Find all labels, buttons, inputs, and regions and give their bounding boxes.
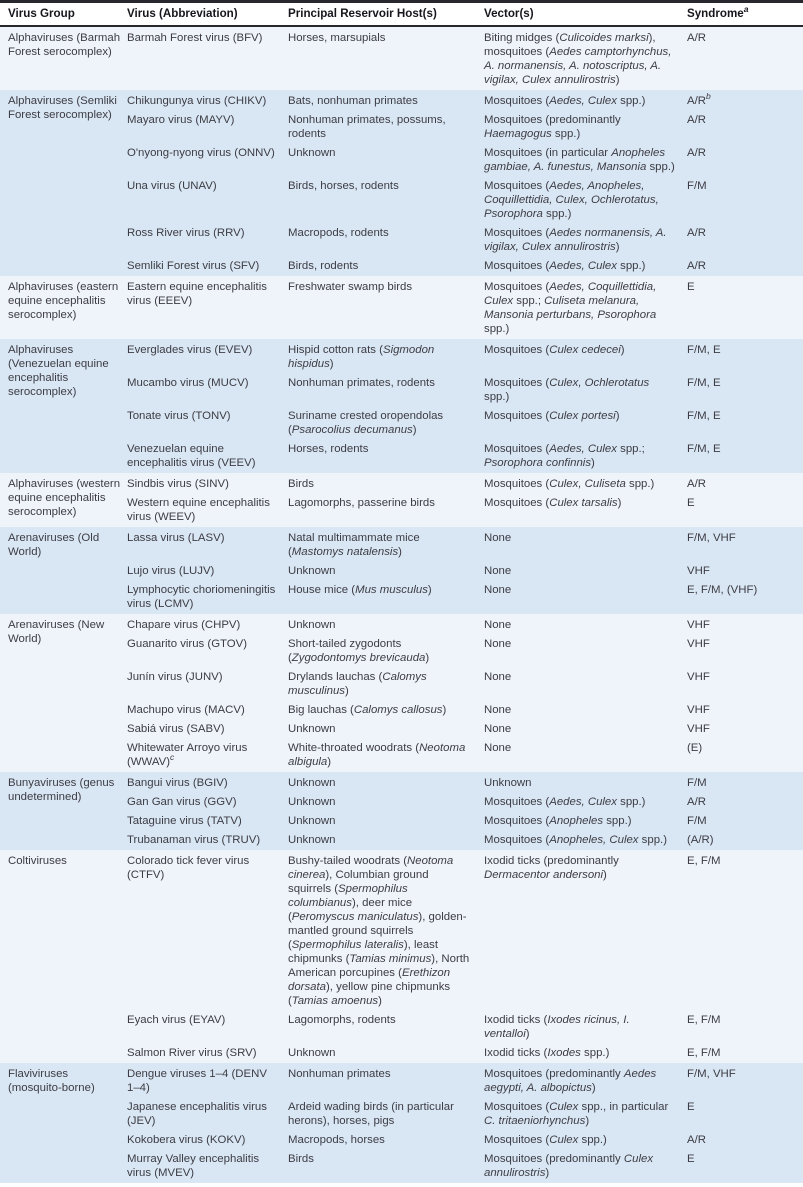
vector-cell: Mosquitoes (predominantly Haemagogus spp.) [484,111,687,144]
virus-name-cell: Eyach virus (EYAV) [127,1011,288,1044]
vector-cell: Mosquitoes (Aedes, Culex spp.) [484,257,687,276]
vector-cell: Mosquitoes (Anopheles spp.) [484,812,687,831]
vector-cell: None [484,562,687,581]
virus-table [0,3,803,1183]
reservoir-host-cell: Birds [288,1150,484,1183]
virus-name-cell: O'nyong-nyong virus (ONNV) [127,144,288,177]
table-row [0,473,803,494]
reservoir-host-cell: Nonhuman primates, rodents [288,374,484,407]
virus-name-cell: Ross River virus (RRV) [127,224,288,257]
syndrome-cell: E, F/M [687,1011,803,1044]
virus-name-cell: Dengue viruses 1–4 (DENV 1–4) [127,1063,288,1098]
syndrome-cell: F/M [687,812,803,831]
virus-name-cell: Japanese encephalitis virus (JEV) [127,1098,288,1131]
reservoir-host-cell: Horses, rodents [288,440,484,473]
virus-group-cell: Alphaviruses (Semliki Forest serocomplex) [0,90,127,276]
virus-name-cell: Mucambo virus (MUCV) [127,374,288,407]
reservoir-host-cell: Natal multimammate mice (Mastomys natalensis) [288,527,484,562]
syndrome-cell: F/M, VHF [687,527,803,562]
vector-cell: Mosquitoes (Aedes, Anopheles, Coquillettidia, Culex, Ochlerotatus, Psorophora spp.) [484,177,687,224]
virus-group-cell: Alphaviruses (Barmah Forest serocomplex) [0,26,127,90]
reservoir-host-cell: Birds, rodents [288,257,484,276]
table-row [0,527,803,562]
syndrome-cell: F/M, E [687,374,803,407]
syndrome-cell: F/M, E [687,407,803,440]
reservoir-host-cell: Horses, marsupials [288,26,484,90]
syndrome-cell: VHF [687,668,803,701]
reservoir-host-cell: Unknown [288,793,484,812]
column-header-vector-s: Vector(s) [484,3,687,26]
table-body [0,26,803,1183]
reservoir-host-cell: Unknown [288,812,484,831]
table-row [0,1063,803,1098]
table-row [0,772,803,793]
virus-group-cell: Flaviviruses (mosquito-borne) [0,1063,127,1183]
syndrome-cell: E, F/M, (VHF) [687,581,803,614]
reservoir-host-cell: Ardeid wading birds (in particular herons), horses, pigs [288,1098,484,1131]
vector-cell: None [484,701,687,720]
syndrome-cell: F/M [687,177,803,224]
vector-cell: None [484,635,687,668]
virus-name-cell: Salmon River virus (SRV) [127,1044,288,1063]
table-row [0,276,803,339]
vector-cell: None [484,739,687,772]
table-header [0,3,803,26]
syndrome-cell: VHF [687,562,803,581]
syndrome-cell: F/M [687,772,803,793]
reservoir-host-cell: Big lauchas (Calomys callosus) [288,701,484,720]
reservoir-host-cell: White-throated woodrats (Neotoma albigula) [288,739,484,772]
virus-name-cell: Lujo virus (LUJV) [127,562,288,581]
syndrome-cell: VHF [687,635,803,668]
vector-cell: Mosquitoes (Aedes normanensis, A. vigilax, Culex annulirostris) [484,224,687,257]
page-bottom-strip [0,1183,803,1187]
vector-cell: Mosquitoes (Aedes, Coquillettidia, Culex spp.; Culiseta melanura, Mansonia perturbans, Psorophora spp.) [484,276,687,339]
reservoir-host-cell: Freshwater swamp birds [288,276,484,339]
virus-name-cell: Mayaro virus (MAYV) [127,111,288,144]
syndrome-cell: VHF [687,701,803,720]
vector-cell: Unknown [484,772,687,793]
virus-group-cell: Arenaviruses (Old World) [0,527,127,614]
virus-name-cell: Western equine encephalitis virus (WEEV) [127,494,288,527]
vector-cell: Mosquitoes (Aedes, Culex spp.; Psorophora confinnis) [484,440,687,473]
header-row [0,3,803,26]
vector-cell: None [484,668,687,701]
reservoir-host-cell: Birds [288,473,484,494]
syndrome-cell: E, F/M [687,1044,803,1063]
vector-cell: None [484,614,687,635]
syndrome-cell: E [687,1150,803,1183]
reservoir-host-cell: Lagomorphs, passerine birds [288,494,484,527]
virus-name-cell: Murray Valley encephalitis virus (MVEV) [127,1150,288,1183]
column-header-principal-reservoir-host-s: Principal Reservoir Host(s) [288,3,484,26]
virus-name-cell: Gan Gan virus (GGV) [127,793,288,812]
reservoir-host-cell: Lagomorphs, rodents [288,1011,484,1044]
vector-cell: Mosquitoes (Culex spp.) [484,1131,687,1150]
vector-cell: None [484,581,687,614]
vector-cell: Ixodid ticks (Ixodes ricinus, I. ventalloi) [484,1011,687,1044]
vector-cell: Mosquitoes (predominantly Aedes aegypti, A. albopictus) [484,1063,687,1098]
syndrome-cell: A/R [687,1131,803,1150]
syndrome-cell: A/R [687,257,803,276]
virus-name-cell: Trubanaman virus (TRUV) [127,831,288,850]
syndrome-cell: A/R [687,111,803,144]
vector-cell: None [484,527,687,562]
vector-cell: Mosquitoes (Anopheles, Culex spp.) [484,831,687,850]
virus-name-cell: Guanarito virus (GTOV) [127,635,288,668]
virus-name-cell: Lassa virus (LASV) [127,527,288,562]
virus-name-cell: Bangui virus (BGIV) [127,772,288,793]
reservoir-host-cell: Birds, horses, rodents [288,177,484,224]
virus-name-cell: Chikungunya virus (CHIKV) [127,90,288,111]
syndrome-cell: E [687,494,803,527]
reservoir-host-cell: Short-tailed zygodonts (Zygodontomys brevicauda) [288,635,484,668]
virus-name-cell: Chapare virus (CHPV) [127,614,288,635]
syndrome-cell: (E) [687,739,803,772]
reservoir-host-cell: Unknown [288,144,484,177]
syndrome-cell: VHF [687,720,803,739]
vector-cell: Mosquitoes (Aedes, Culex spp.) [484,90,687,111]
syndrome-cell: (A/R) [687,831,803,850]
vector-cell: Mosquitoes (Aedes, Culex spp.) [484,793,687,812]
syndrome-cell: F/M, E [687,339,803,374]
virus-group-cell: Alphaviruses (Venezuelan equine encephalitis serocomplex) [0,339,127,473]
table-row [0,90,803,111]
reservoir-host-cell: Unknown [288,614,484,635]
table-row [0,850,803,1011]
virus-name-cell: Kokobera virus (KOKV) [127,1131,288,1150]
column-header-virus-group: Virus Group [0,3,127,26]
virus-name-cell: Sabiá virus (SABV) [127,720,288,739]
vector-cell: Mosquitoes (Culex portesi) [484,407,687,440]
vector-cell: Ixodid ticks (predominantly Dermacentor andersoni) [484,850,687,1011]
virus-name-cell: Machupo virus (MACV) [127,701,288,720]
virus-name-cell: Barmah Forest virus (BFV) [127,26,288,90]
syndrome-cell: A/R [687,26,803,90]
virus-name-cell: Everglades virus (EVEV) [127,339,288,374]
virus-name-cell: Junín virus (JUNV) [127,668,288,701]
syndrome-cell: A/R [687,473,803,494]
syndrome-cell: A/R [687,224,803,257]
table-row [0,26,803,90]
syndrome-cell: A/R [687,793,803,812]
syndrome-cell: E, F/M [687,850,803,1011]
syndrome-cell: $A/R^b$ [687,90,803,111]
reservoir-host-cell: Nonhuman primates, possums, rodents [288,111,484,144]
reservoir-host-cell: Hispid cotton rats (Sigmodon hispidus) [288,339,484,374]
vector-cell: Ixodid ticks (Ixodes spp.) [484,1044,687,1063]
reservoir-host-cell: House mice (Mus musculus) [288,581,484,614]
virus-group-cell: Coltiviruses [0,850,127,1063]
vector-cell: Mosquitoes (Culex, Culiseta spp.) [484,473,687,494]
virus-name-cell: Eastern equine encephalitis virus (EEEV) [127,276,288,339]
table-row [0,614,803,635]
vector-cell: None [484,720,687,739]
column-header-syndrome-a: Syndrome$^a$ [687,3,803,26]
reservoir-host-cell: Bats, nonhuman primates [288,90,484,111]
virus-name-cell: Lymphocytic choriomeningitis virus (LCMV) [127,581,288,614]
table-row [0,339,803,374]
vector-cell: Biting midges (Culicoides marksi), mosquitoes (Aedes camptorhynchus, A. normanensis, A. notoscriptus, A. vigilax, Culex annulirostris) [484,26,687,90]
reservoir-host-cell: Suriname crested oropendolas (Psarocolius decumanus) [288,407,484,440]
vector-cell: Mosquitoes (predominantly Culex annulirostris) [484,1150,687,1183]
virus-name-cell: Venezuelan equine encephalitis virus (VEEV) [127,440,288,473]
virus-group-cell: Alphaviruses (western equine encephalitis serocomplex) [0,473,127,527]
syndrome-cell: E [687,1098,803,1131]
reservoir-host-cell: Unknown [288,772,484,793]
reservoir-host-cell: Bushy-tailed woodrats (Neotoma cinerea), Columbian ground squirrels (Spermophilus columbianus), deer mice (Peromyscus maniculatus), golden-mantled ground squirrels (Spermophilus lateralis), least chipmunks (Tamias minimus), North American porcupines (Erethizon dorsata), yellow pine chipmunks (Tamias amoenus) [288,850,484,1011]
virus-name-cell: Colorado tick fever virus (CTFV) [127,850,288,1011]
reservoir-host-cell: Macropods, horses [288,1131,484,1150]
syndrome-cell: VHF [687,614,803,635]
syndrome-cell: A/R [687,144,803,177]
reservoir-host-cell: Unknown [288,831,484,850]
reservoir-host-cell: Unknown [288,720,484,739]
reservoir-host-cell: Macropods, rodents [288,224,484,257]
syndrome-cell: F/M, VHF [687,1063,803,1098]
virus-name-cell: Una virus (UNAV) [127,177,288,224]
virus-group-cell: Bunyaviruses (genus undetermined) [0,772,127,850]
virus-group-cell: Arenaviruses (New World) [0,614,127,772]
virus-name-cell: Tonate virus (TONV) [127,407,288,440]
reservoir-host-cell: Nonhuman primates [288,1063,484,1098]
vector-cell: Mosquitoes (in particular Anopheles gambiae, A. funestus, Mansonia spp.) [484,144,687,177]
syndrome-cell: E [687,276,803,339]
virus-name-cell: Sindbis virus (SINV) [127,473,288,494]
vector-cell: Mosquitoes (Culex spp., in particular C. tritaeniorhynchus) [484,1098,687,1131]
reservoir-host-cell: Unknown [288,1044,484,1063]
reservoir-host-cell: Drylands lauchas (Calomys musculinus) [288,668,484,701]
column-header-virus-abbreviation: Virus (Abbreviation) [127,3,288,26]
virus-name-cell: Semliki Forest virus (SFV) [127,257,288,276]
virus-name-cell: Tataguine virus (TATV) [127,812,288,831]
vector-cell: Mosquitoes (Culex tarsalis) [484,494,687,527]
virus-name-cell: Whitewater Arroyo virus (WWAV)$^c$ [127,739,288,772]
vector-cell: Mosquitoes (Culex, Ochlerotatus spp.) [484,374,687,407]
vector-cell: Mosquitoes (Culex cedecei) [484,339,687,374]
syndrome-cell: F/M, E [687,440,803,473]
reservoir-host-cell: Unknown [288,562,484,581]
virus-group-cell: Alphaviruses (eastern equine encephalitis serocomplex) [0,276,127,339]
